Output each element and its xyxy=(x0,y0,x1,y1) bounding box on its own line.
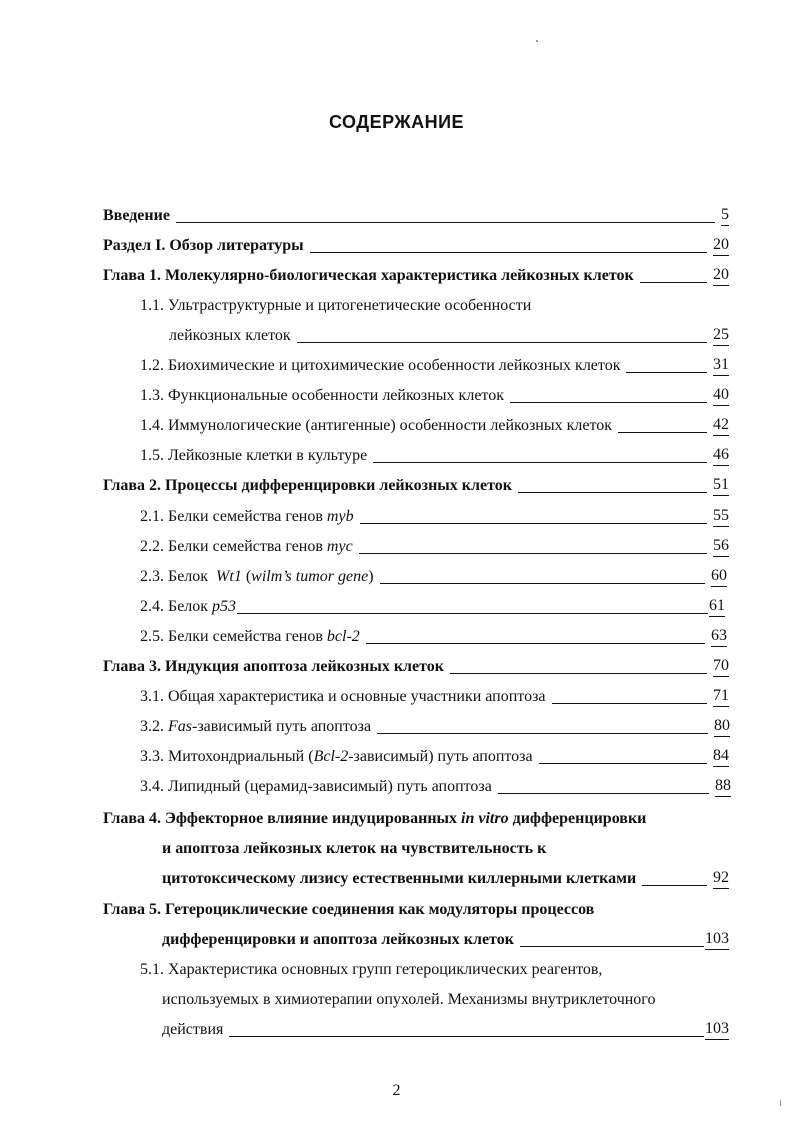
toc-page: 5 xyxy=(721,206,729,226)
toc-leader xyxy=(518,491,707,493)
toc-leader xyxy=(450,672,707,674)
toc-entry-1-4[interactable] xyxy=(140,412,729,436)
gene-full-name: wilm’s tumor gene xyxy=(251,568,369,585)
paren-close: ) xyxy=(368,568,374,585)
toc-entry-5-1-line2[interactable] xyxy=(162,986,729,1010)
toc-entry-1-1-line1[interactable] xyxy=(140,292,729,316)
page-number: 2 xyxy=(392,1082,401,1099)
toc-leader xyxy=(618,431,707,433)
toc-page: 55 xyxy=(713,507,729,527)
toc-label xyxy=(140,567,374,587)
toc-entry-ch5-line1[interactable] xyxy=(103,896,729,920)
toc-entry-ch4-line3[interactable] xyxy=(162,865,729,889)
toc-leader xyxy=(373,461,707,463)
toc-leader xyxy=(510,401,707,403)
toc-label xyxy=(103,809,646,829)
toc-label-prefix: 3.2. xyxy=(140,718,168,735)
gene-name: bcl-2 xyxy=(326,628,360,645)
gene-name: Bcl-2 xyxy=(313,748,349,765)
toc-label xyxy=(140,507,354,527)
scan-speck xyxy=(536,40,538,42)
page-title: СОДЕРЖАНИЕ xyxy=(328,112,465,132)
toc-label-text: 2.4. Белок xyxy=(140,598,213,615)
toc-label: 1.4. Иммунологические (антигенные) особенности лейкозных клеток xyxy=(140,417,613,434)
toc-label-text: 2.5. Белки семейства генов xyxy=(140,628,327,645)
scan-speck xyxy=(780,1100,781,1106)
toc-entry-ch3[interactable] xyxy=(103,653,729,677)
toc-page: 70 xyxy=(713,657,729,677)
toc-label: используемых в химиотерапии опухолей. Механизмы внутриклеточного xyxy=(162,991,656,1008)
gene-name: myc xyxy=(326,538,353,555)
toc-label: Введение xyxy=(103,207,170,224)
toc-label xyxy=(140,627,360,647)
toc-label-text: 2.1. Белки семейства генов xyxy=(140,508,327,525)
toc-entry-2-4[interactable] xyxy=(140,593,725,617)
toc-leader xyxy=(539,762,707,764)
toc-page: 56 xyxy=(713,537,729,557)
toc-label xyxy=(140,597,236,617)
toc-label: Глава 3. Индукция апоптоза лейкозных клеток xyxy=(103,658,444,675)
toc-entry-3-1[interactable] xyxy=(140,683,729,707)
toc-label: 3.1. Общая характеристика и основные участники апоптоза xyxy=(140,688,546,705)
toc-label-text-b: -зависимый) путь апоптоза xyxy=(348,748,533,765)
toc-label: 5.1. Характеристика основных групп гетероциклических реагентов, xyxy=(140,961,603,978)
toc-label-text-b: дифференцировки xyxy=(508,810,647,827)
toc-page: 25 xyxy=(713,326,729,346)
toc-label: 1.2. Биохимические и цитохимические особенности лейкозных клеток xyxy=(140,357,621,374)
toc-label: лейкозных клеток xyxy=(169,327,291,344)
toc-page: 88 xyxy=(715,777,731,797)
gene-name: Fas xyxy=(168,718,192,735)
toc-page: 92 xyxy=(713,869,729,889)
toc-label-text: 2.2. Белки семейства генов xyxy=(140,538,327,555)
toc-leader xyxy=(297,341,707,343)
toc-label: 3.4. Липидный (церамид-зависимый) путь апоптоза xyxy=(140,778,492,795)
toc-entry-ch2[interactable] xyxy=(103,472,729,496)
paren-open: ( xyxy=(241,568,252,585)
toc-entry-ch5-line2[interactable] xyxy=(162,926,729,950)
toc-page: 31 xyxy=(713,356,729,376)
toc-leader xyxy=(520,945,704,947)
toc-page: 51 xyxy=(713,476,729,496)
toc-label-text: -зависимый путь апоптоза xyxy=(192,718,372,735)
toc-label: цитотоксическому лизису естественными киллерными клетками xyxy=(162,870,637,887)
toc-label: 1.3. Функциональные особенности лейкозных клеток xyxy=(140,387,504,404)
toc-page: 103 xyxy=(705,1020,729,1040)
toc-label-text: 2.3. Белок xyxy=(140,568,217,585)
toc-page: 84 xyxy=(713,747,729,767)
toc-page: 71 xyxy=(713,687,729,707)
toc-entry-3-3[interactable] xyxy=(140,743,729,767)
gene-name: p53 xyxy=(212,598,237,615)
toc-leader xyxy=(366,642,705,644)
toc-label-text-a: 3.3. Митохондриальный ( xyxy=(140,748,314,765)
toc-entry-intro[interactable] xyxy=(103,202,729,226)
toc-leader xyxy=(176,221,715,223)
toc-entry-1-1-line2[interactable] xyxy=(169,322,729,346)
toc-page: 42 xyxy=(713,416,729,436)
toc-page: 46 xyxy=(713,446,729,466)
toc-entry-1-3[interactable] xyxy=(140,382,729,406)
toc-page: 63 xyxy=(711,627,727,647)
toc-leader xyxy=(380,582,705,584)
toc-leader xyxy=(552,702,708,704)
toc-label: Глава 1. Молекулярно-биологическая характеристика лейкозных клеток xyxy=(103,267,634,284)
toc-page: 61 xyxy=(709,597,725,617)
toc-leader xyxy=(310,251,707,253)
toc-entry-2-3[interactable] xyxy=(140,563,727,587)
toc-leader xyxy=(229,1035,704,1037)
toc-leader xyxy=(360,522,707,524)
toc-entry-2-1[interactable] xyxy=(140,503,729,527)
toc-label: дифференцировки и апоптоза лейкозных клеток xyxy=(162,931,514,948)
toc-label: Глава 2. Процессы дифференцировки лейкозных клеток xyxy=(103,477,512,494)
toc-entry-2-5[interactable] xyxy=(140,623,727,647)
toc-leader xyxy=(640,281,707,283)
toc-leader xyxy=(642,884,707,886)
toc-leader xyxy=(377,732,708,734)
toc-label: и апоптоза лейкозных клеток на чувствительность к xyxy=(162,840,547,857)
toc-entry-5-1-line1[interactable] xyxy=(140,956,729,980)
toc-label: Раздел I. Обзор литературы xyxy=(103,237,304,254)
toc-entry-1-5[interactable] xyxy=(140,442,729,466)
toc-label-text-a: Глава 4. Эффекторное влияние индуцированных xyxy=(103,810,462,827)
toc-label xyxy=(140,717,371,737)
toc-label: 1.1. Ультраструктурные и цитогенетические особенности xyxy=(140,297,532,314)
toc-entry-1-2[interactable] xyxy=(140,352,729,376)
toc-leader xyxy=(237,612,708,614)
toc-page: 60 xyxy=(711,567,727,587)
toc-label xyxy=(140,747,533,767)
toc-page: 20 xyxy=(713,236,729,256)
toc-leader xyxy=(498,792,709,794)
toc-entry-5-1-line3[interactable] xyxy=(162,1016,729,1040)
toc-entry-2-2[interactable] xyxy=(140,533,729,557)
toc-entry-3-4[interactable] xyxy=(140,773,731,797)
toc-page: 40 xyxy=(713,386,729,406)
toc-label: 1.5. Лейкозные клетки в культуре xyxy=(140,447,368,464)
toc-leader xyxy=(626,371,707,373)
toc-entry-ch4-line1[interactable] xyxy=(103,805,729,829)
toc-entry-3-2[interactable] xyxy=(140,713,730,737)
in-vitro-term: in vitro xyxy=(461,810,509,827)
toc-entry-section1[interactable] xyxy=(103,232,729,256)
toc-entry-ch1[interactable] xyxy=(103,262,729,286)
toc-label xyxy=(140,537,353,557)
toc-page: 80 xyxy=(714,717,730,737)
toc-page: 103 xyxy=(705,930,729,950)
toc-entry-ch4-line2[interactable] xyxy=(162,835,729,859)
toc-label: действия xyxy=(162,1021,224,1038)
gene-name: myb xyxy=(326,508,354,525)
gene-name: Wt1 xyxy=(216,568,242,585)
toc-leader xyxy=(359,552,707,554)
toc-label: Глава 5. Гетероциклические соединения как модуляторы процессов xyxy=(103,901,595,918)
toc-page: 20 xyxy=(713,266,729,286)
